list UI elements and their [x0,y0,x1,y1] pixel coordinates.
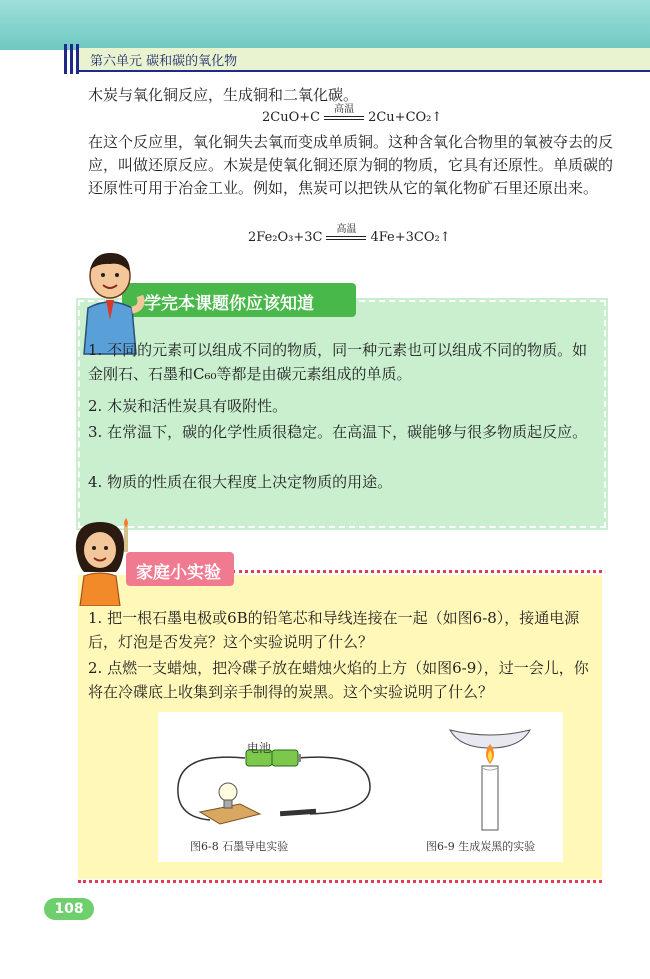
candle-soot-diagram [440,716,540,836]
equation-2-condition: 高温 [336,223,357,235]
equation-2-arrow [326,223,366,243]
figure-6-8-caption: 图6-8 石墨导电实验 [190,840,289,853]
equation-2-right: 4Fe+3CO₂↑ [370,230,451,245]
battery-label: 电池 [247,741,272,755]
page-header [0,0,650,78]
header-rule [76,70,650,72]
equation-1-right: 2Cu+CO₂↑ [368,110,443,125]
equation-2 [248,223,451,245]
intro-line: 木炭与氧化铜反应，生成铜和二氧化碳。 [88,86,359,104]
summary-title: 学完本课题你应该知道 [144,294,314,314]
unit-title: 第六单元 碳和碳的氧化物 [90,54,238,69]
experiment-bottom-dotted-line [78,880,602,883]
graphite-conductivity-diagram [170,732,380,832]
equation-1-arrow [324,103,364,123]
figure-6-9-caption: 图6-9 生成炭黑的实验 [426,840,536,853]
summary-item-3: 3. 在常温下，碳的化学性质很稳定。在高温下，碳能够与很多物质起反应。 [88,423,588,441]
page-number: 108 [44,898,94,920]
experiment-item-1: 1. 把一根石墨电极或6B的铅笔芯和导线连接在一起（如图6-8），接通电源后，灯泡是否发亮？这个实验说明了什么？ [88,609,580,651]
girl-illustration [66,516,136,606]
equation-2-left: 2Fe₂O₃+3C [248,230,323,245]
summary-item-2: 2. 木炭和活性炭具有吸附性。 [88,397,288,415]
equation-1-condition: 高温 [334,103,355,115]
experiment-title: 家庭小实验 [136,563,221,583]
header-band [0,0,650,50]
summary-item-1: 1. 不同的元素可以组成不同的物质，同一种元素也可以组成不同的物质。如金刚石、石墨和C₆₀等都是由碳元素组成的单质。 [88,341,588,383]
equation-1 [262,103,443,125]
intro-paragraph: 在这个反应里，氧化铜失去氧而变成单质铜。这种含氧化合物里的氧被夺去的反应，叫做还原反应。木炭是使氧化铜还原为铜的物质，它具有还原性。单质碳的还原性可用于冶金工业。例如，焦炭可以把铁从它的氧化物矿石里还原出来。 [88,133,614,197]
experiment-top-dotted-line [232,570,602,573]
experiment-item-2: 2. 点燃一支蜡烛，把冷碟子放在蜡烛火焰的上方（如图6-9），过一会儿，你将在冷碟底上收集到亲手制得的炭黑。这个实验说明了什么？ [88,659,589,701]
equation-1-left: 2CuO+C [262,110,321,125]
summary-item-4: 4. 物质的性质在很大程度上决定物质的用途。 [88,473,393,491]
